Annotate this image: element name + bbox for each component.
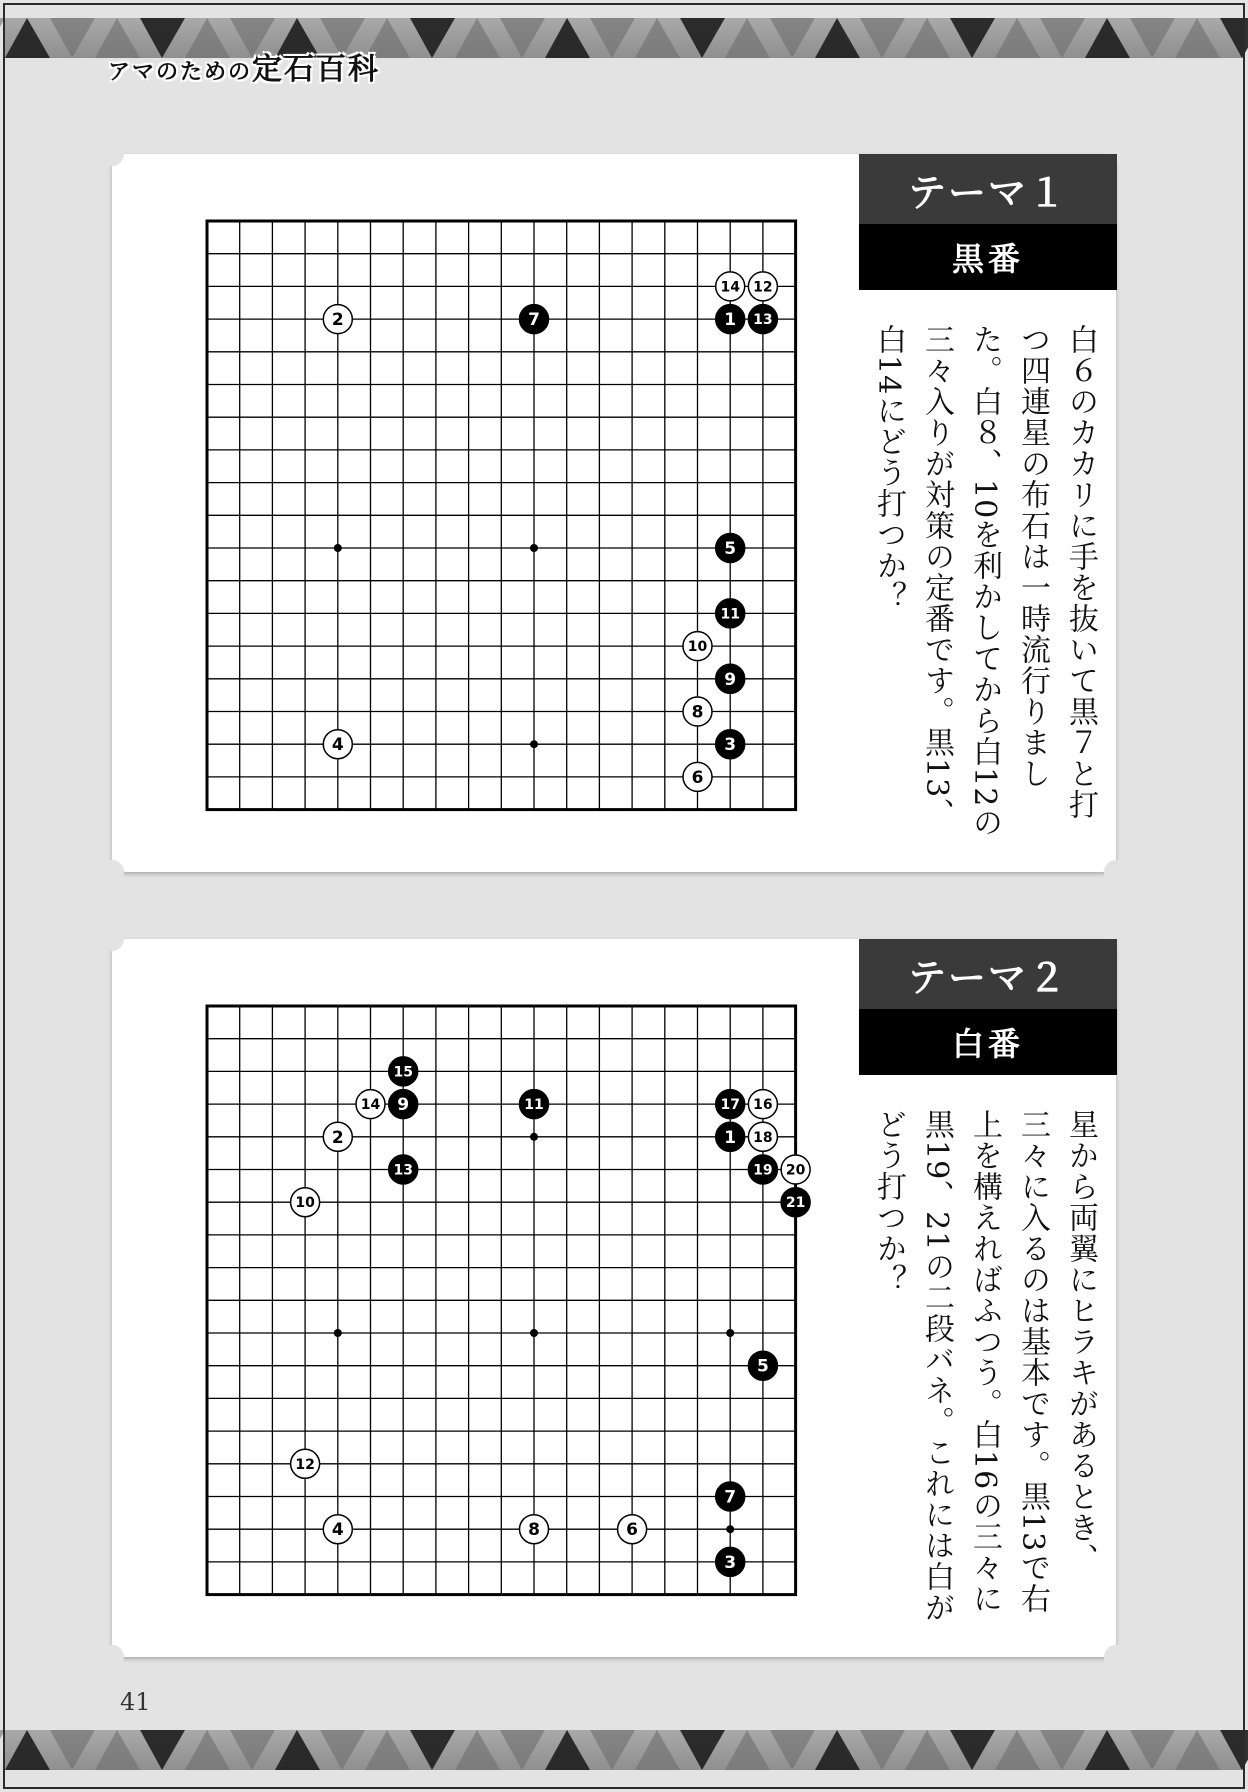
svg-text:12: 12	[753, 279, 773, 296]
svg-text:3: 3	[724, 1552, 737, 1573]
book-title-main: 定石百科	[252, 52, 381, 87]
svg-text:2: 2	[331, 310, 344, 331]
svg-text:12: 12	[295, 1456, 315, 1473]
svg-text:13: 13	[753, 312, 773, 329]
svg-text:8: 8	[528, 1520, 540, 1541]
black-stone-11	[520, 1090, 549, 1119]
black-stone-1	[716, 1122, 745, 1151]
svg-text:4: 4	[331, 1520, 344, 1541]
hoshi-point	[530, 544, 538, 552]
svg-text:18: 18	[753, 1129, 773, 1146]
theme-title: テーマ１	[859, 154, 1117, 224]
hoshi-point	[334, 1329, 342, 1337]
hoshi-point	[726, 1525, 734, 1533]
theme-title: テーマ２	[859, 939, 1117, 1009]
white-stone-14	[716, 272, 745, 301]
svg-text:10: 10	[295, 1195, 315, 1212]
svg-text:4: 4	[331, 735, 344, 756]
svg-text:13: 13	[393, 1162, 413, 1179]
svg-text:10: 10	[687, 639, 708, 656]
svg-text:3: 3	[724, 735, 737, 756]
svg-text:16: 16	[753, 1097, 773, 1114]
white-stone-18	[748, 1122, 777, 1151]
white-stone-6	[618, 1515, 647, 1544]
svg-text:11: 11	[720, 606, 740, 623]
white-stone-12	[291, 1449, 320, 1478]
theme-card-2	[112, 939, 1116, 1657]
black-stone-7	[716, 1482, 745, 1511]
white-stone-10	[291, 1188, 320, 1217]
svg-text:1: 1	[724, 310, 737, 331]
black-stone-15	[389, 1057, 418, 1086]
svg-text:19: 19	[753, 1162, 773, 1179]
black-stone-3	[716, 730, 745, 759]
white-stone-2	[323, 1122, 352, 1151]
bottom-decorative-band	[5, 1730, 1243, 1770]
white-stone-2	[323, 305, 352, 334]
svg-text:9: 9	[724, 669, 737, 690]
hoshi-point	[530, 740, 538, 748]
white-stone-14	[356, 1090, 385, 1119]
svg-text:7: 7	[724, 1487, 737, 1508]
svg-text:6: 6	[691, 767, 704, 788]
svg-text:11: 11	[524, 1097, 544, 1114]
book-title-prefix: アマのための	[108, 59, 253, 85]
svg-text:5: 5	[724, 539, 737, 559]
black-stone-19	[748, 1155, 777, 1184]
svg-text:5: 5	[756, 1356, 769, 1377]
theme-description: 白６のカカリに手を抜いて黒７と打つ四連星の布石は一時流行りました。白８、10を利かしてから白12の三々入りが対策の定番です。黒13、白14にどう打つか？	[871, 324, 1098, 839]
white-stone-4	[323, 1515, 352, 1544]
svg-text:8: 8	[691, 702, 704, 723]
black-stone-17	[716, 1090, 745, 1119]
svg-text:2: 2	[331, 1127, 344, 1148]
black-stone-13	[748, 305, 777, 334]
white-stone-4	[323, 730, 352, 759]
svg-text:20: 20	[785, 1162, 806, 1179]
svg-text:15: 15	[393, 1064, 413, 1081]
svg-text:14: 14	[720, 279, 740, 296]
white-stone-8	[683, 697, 712, 726]
black-stone-9	[716, 664, 745, 693]
page-number: 41	[120, 1688, 151, 1716]
black-stone-21	[781, 1188, 810, 1217]
hoshi-point	[726, 1329, 734, 1337]
white-stone-10	[683, 632, 712, 661]
white-stone-20	[781, 1155, 810, 1184]
svg-text:17: 17	[720, 1097, 740, 1114]
go-board-1	[202, 216, 800, 814]
hoshi-point	[530, 1133, 538, 1141]
go-board-2	[202, 1001, 806, 1599]
svg-text:7: 7	[528, 310, 540, 331]
black-stone-11	[716, 599, 745, 628]
hoshi-point	[530, 1329, 538, 1337]
black-stone-3	[716, 1547, 745, 1576]
black-stone-5	[748, 1351, 777, 1380]
theme-card-1	[112, 154, 1116, 872]
theme-description: 星から両翼にヒラキがあるとき、三々に入るのは基本です。黒13で右上を構えればふつう。白16の三々に黒19、21の二段バネ。これには白がどう打つか？	[871, 1109, 1098, 1624]
svg-text:1: 1	[724, 1127, 737, 1148]
black-stone-7	[520, 305, 549, 334]
black-stone-5	[716, 534, 745, 563]
black-stone-1	[716, 305, 745, 334]
hoshi-point	[334, 544, 342, 552]
white-stone-8	[520, 1515, 549, 1544]
svg-text:6: 6	[626, 1520, 639, 1541]
white-stone-12	[748, 272, 777, 301]
white-stone-16	[748, 1090, 777, 1119]
white-stone-6	[683, 762, 712, 791]
turn-label: 白番	[859, 1009, 1117, 1075]
turn-label: 黒番	[859, 224, 1117, 290]
svg-text:9: 9	[397, 1095, 410, 1116]
black-stone-9	[389, 1090, 418, 1119]
svg-text:14: 14	[360, 1097, 381, 1114]
black-stone-13	[389, 1155, 418, 1184]
book-title	[108, 44, 380, 88]
svg-text:21: 21	[785, 1195, 806, 1212]
